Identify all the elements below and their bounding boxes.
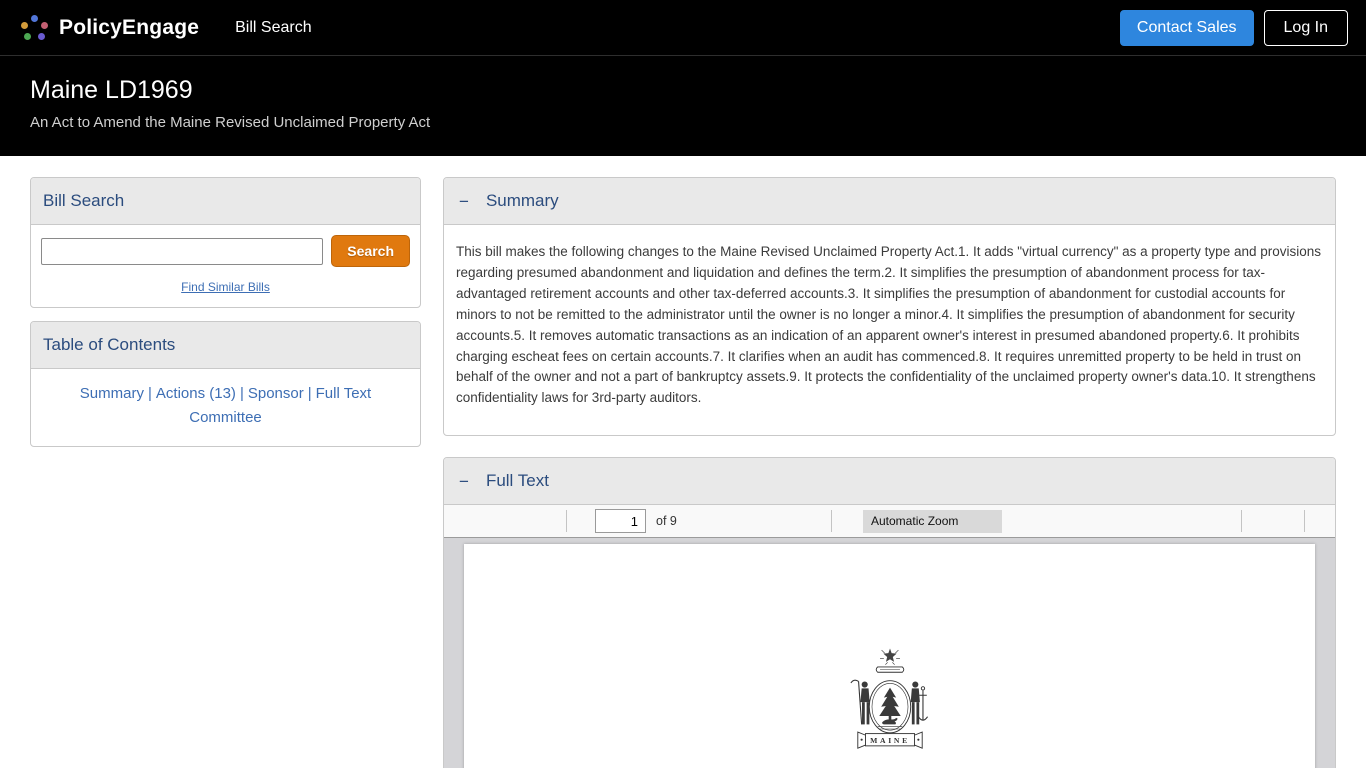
full-text-panel-title: Full Text (485, 471, 549, 491)
brand[interactable] (18, 11, 199, 45)
toolbar-separator (1241, 510, 1242, 532)
bill-search-panel (30, 177, 421, 308)
top-navbar (0, 0, 1366, 56)
main-column (443, 177, 1336, 768)
full-text-panel-header[interactable] (444, 458, 1335, 505)
brand-dots-icon (18, 11, 50, 45)
toolbar-separator (831, 510, 832, 532)
summary-panel (443, 177, 1336, 436)
pdf-toolbar (444, 505, 1335, 538)
toc-separator: | (239, 385, 244, 402)
toolbar-separator (1304, 510, 1305, 532)
maine-state-seal (844, 646, 936, 768)
toc-link-full-text-committee[interactable]: Full Text Committee (189, 385, 372, 426)
bill-search-panel-body (31, 225, 420, 307)
nav-link-bill-search[interactable]: Bill Search (235, 18, 312, 36)
toc-separator: | (147, 385, 152, 402)
sidebar (30, 177, 421, 447)
summary-panel-title: Summary (485, 191, 559, 210)
table-of-contents-panel (30, 321, 421, 447)
pdf-zoom-select[interactable]: Automatic Zoom (863, 510, 1002, 533)
toc-panel-body (31, 369, 420, 446)
toc-panel-title: Table of Contents (43, 335, 176, 354)
bill-search-panel-title: Bill Search (43, 191, 125, 210)
bill-search-input[interactable] (41, 238, 323, 265)
login-button[interactable]: Log In (1264, 10, 1348, 46)
toc-link-sponsor[interactable]: Sponsor (247, 385, 304, 402)
summary-text: This bill makes the following changes to the Maine Revised Unclaimed Property Act.1. It adds "virtual currency" as a property type and provisions regarding presumed abandonment and liquidation and defines the term.2. It simplifies the presumption of abandonment process for tax-advantaged retirement accounts and other tax-deferred accounts.3. It simplifies the presumption of abandonment for custodial accounts for minors to not be remitted to the administrator until the owner is no longer a minor.4. It simplifies the presumption of abandonment for security accounts.5. It removes automatic transactions as an indication of an apparent owner's interest in presumed abandoned property.6. It prohibits charging escheat fees on certain accounts.7. It clarifies when an audit has commenced.8. It requires unremitted property to be held in trust on behalf of the owner and not a part of bankruptcy assets.9. It protects the confidentiality of the unclaimed property owner's data.10. It strengthens confidentiality laws for 3rd-party auditors. (456, 244, 1322, 406)
toc-link-actions[interactable]: Actions (13) (155, 385, 236, 402)
pdf-page-number-input[interactable] (595, 509, 646, 533)
collapse-icon[interactable]: − (459, 471, 469, 491)
search-button[interactable]: Search (331, 235, 410, 267)
pdf-page (464, 544, 1315, 768)
content (0, 156, 1366, 768)
brand-name: PolicyEngage (59, 15, 200, 39)
contact-sales-button[interactable]: Contact Sales (1120, 10, 1254, 46)
page-subtitle: An Act to Amend the Maine Revised Unclaimed Property Act (30, 114, 431, 131)
navbar-actions (1120, 10, 1348, 46)
summary-panel-header[interactable] (444, 178, 1335, 225)
bill-search-panel-header (31, 178, 420, 225)
full-text-panel (443, 457, 1336, 768)
toolbar-separator (566, 510, 567, 532)
collapse-icon[interactable]: − (459, 191, 469, 211)
toc-link-summary[interactable]: Summary (79, 385, 144, 402)
seal-maine-text: MAINE (869, 736, 910, 746)
toc-panel-header (31, 322, 420, 369)
toc-separator: | (307, 385, 312, 402)
pdf-viewer[interactable] (444, 538, 1335, 768)
page-title: Maine LD1969 (30, 76, 193, 104)
find-similar-bills-link[interactable]: Find Similar Bills (181, 280, 270, 294)
pdf-page-count-label: of 9 (656, 514, 677, 529)
page-header (0, 56, 1366, 156)
